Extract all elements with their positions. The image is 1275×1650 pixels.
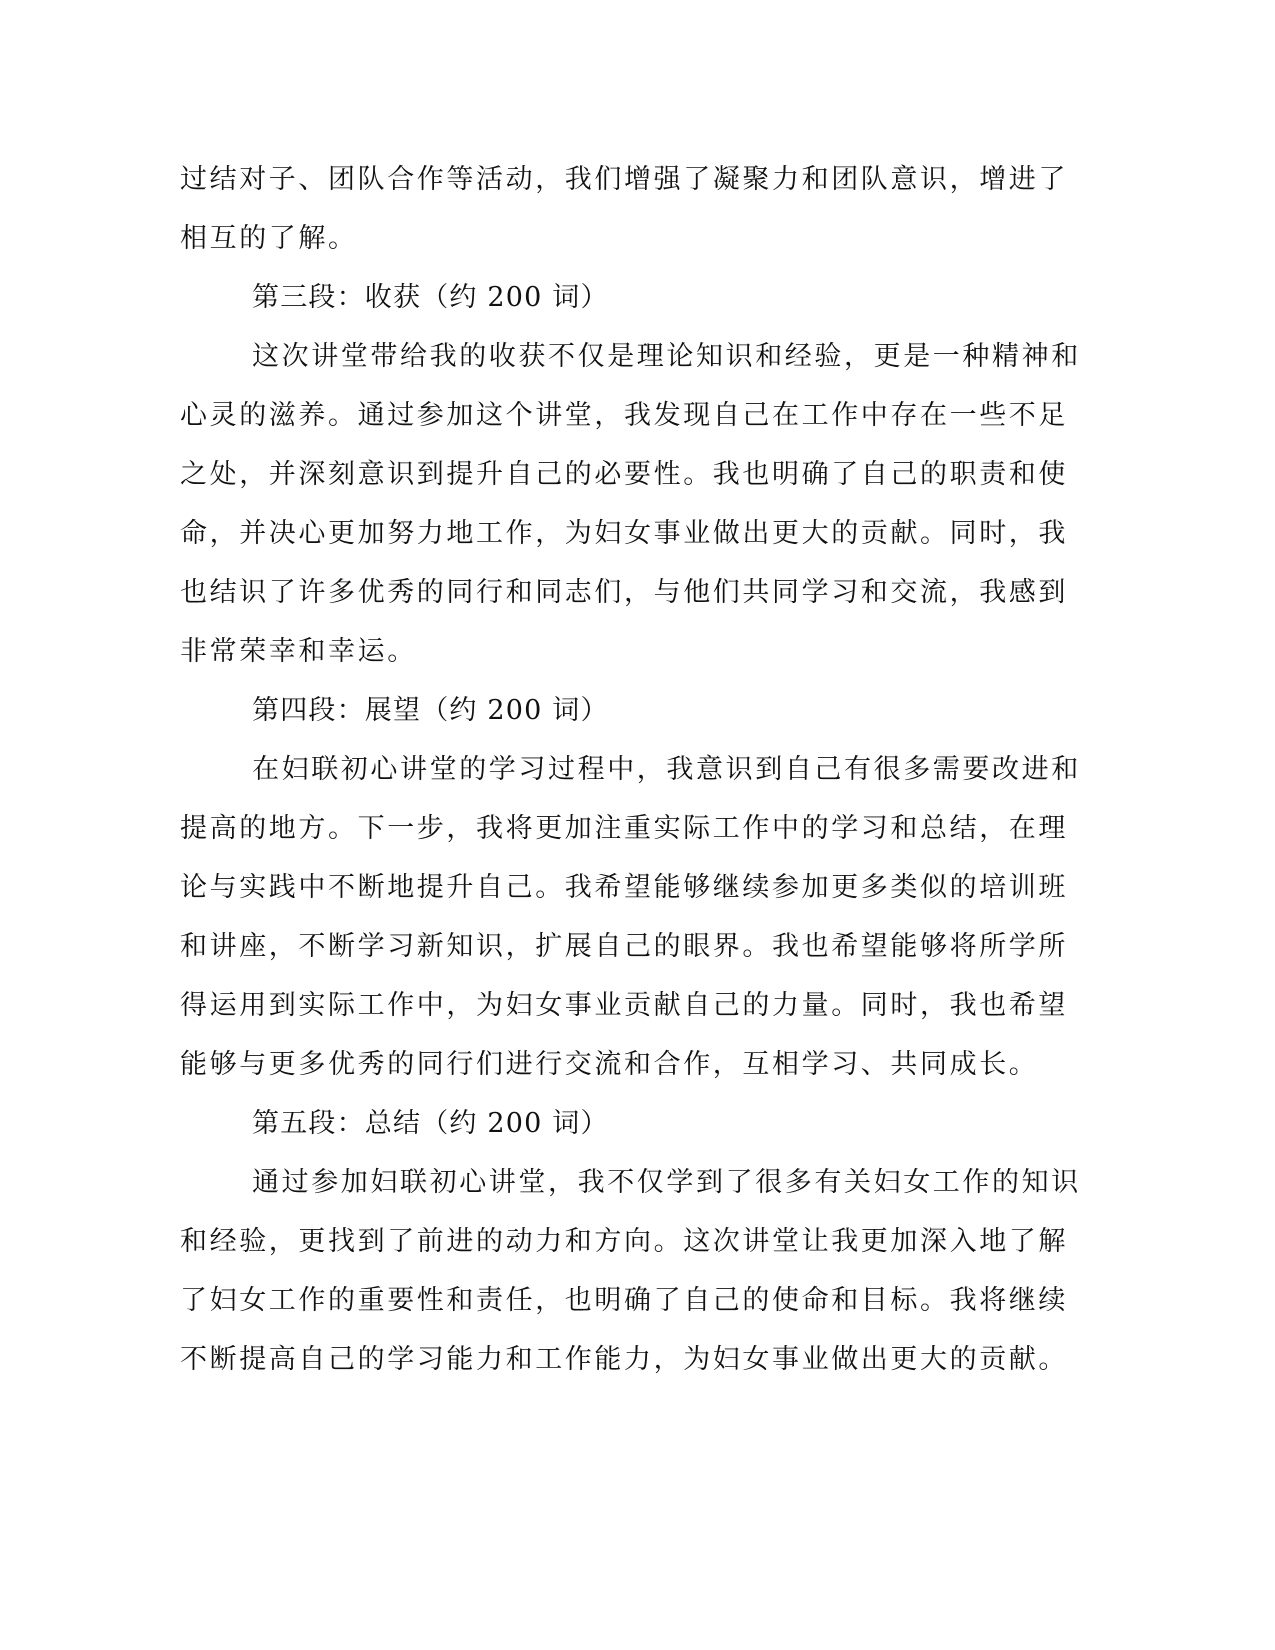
body-line: 非常荣幸和幸运。 xyxy=(180,636,417,667)
body-line: 过结对子、团队合作等活动，我们增强了凝聚力和团队意识，增进了 xyxy=(180,164,1068,195)
body-line: 和经验，更找到了前进的动力和方向。这次讲堂让我更加深入地了解 xyxy=(180,1226,1068,1257)
body-line: 命，并决心更加努力地工作，为妇女事业做出更大的贡献。同时，我 xyxy=(180,518,1068,549)
body-line: 通过参加妇联初心讲堂，我不仅学到了很多有关妇女工作的知识 xyxy=(252,1167,1081,1198)
body-line: 这次讲堂带给我的收获不仅是理论知识和经验，更是一种精神和 xyxy=(252,341,1081,372)
body-line: 论与实践中不断地提升自己。我希望能够继续参加更多类似的培训班 xyxy=(180,872,1068,903)
section-heading-3: 第三段：收获（约 200 词） xyxy=(252,282,609,313)
section-heading-4: 第四段：展望（约 200 词） xyxy=(252,695,609,726)
body-line: 不断提高自己的学习能力和工作能力，为妇女事业做出更大的贡献。 xyxy=(180,1344,1068,1375)
body-line: 和讲座，不断学习新知识，扩展自己的眼界。我也希望能够将所学所 xyxy=(180,931,1068,962)
body-line: 之处，并深刻意识到提升自己的必要性。我也明确了自己的职责和使 xyxy=(180,459,1068,490)
body-line: 心灵的滋养。通过参加这个讲堂，我发现自己在工作中存在一些不足 xyxy=(180,400,1068,431)
body-line: 能够与更多优秀的同行们进行交流和合作，互相学习、共同成长。 xyxy=(180,1049,1039,1080)
body-line: 提高的地方。下一步，我将更加注重实际工作中的学习和总结，在理 xyxy=(180,813,1068,844)
section-heading-5: 第五段：总结（约 200 词） xyxy=(252,1108,609,1139)
body-line: 也结识了许多优秀的同行和同志们，与他们共同学习和交流，我感到 xyxy=(180,577,1068,608)
body-line: 得运用到实际工作中，为妇女事业贡献自己的力量。同时，我也希望 xyxy=(180,990,1068,1021)
body-line: 了妇女工作的重要性和责任，也明确了自己的使命和目标。我将继续 xyxy=(180,1285,1068,1316)
body-line: 相互的了解。 xyxy=(180,223,358,254)
body-line: 在妇联初心讲堂的学习过程中，我意识到自己有很多需要改进和 xyxy=(252,754,1081,785)
